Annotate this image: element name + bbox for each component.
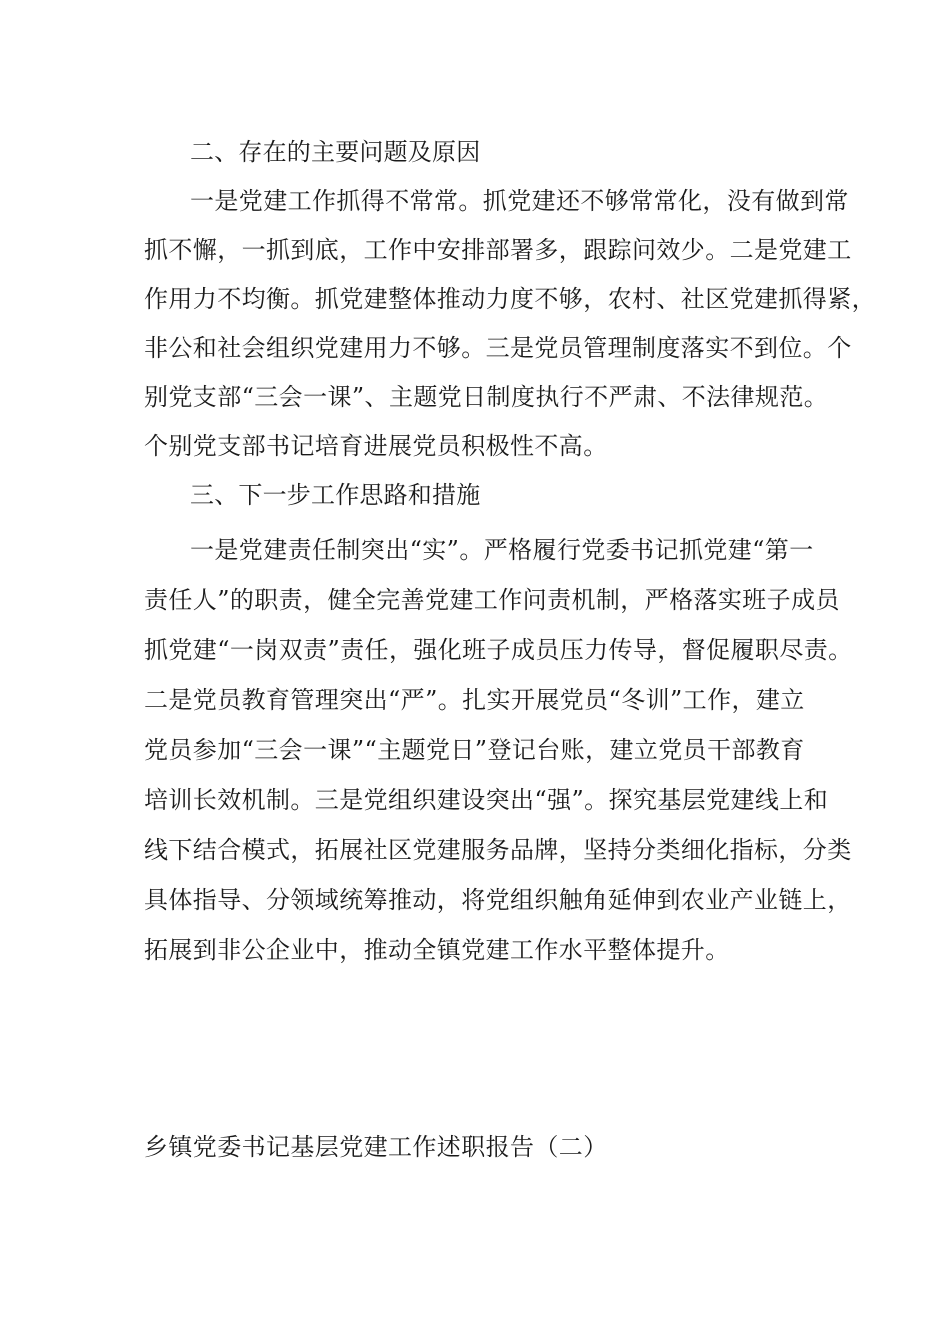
document-title-text: 乡镇党委书记基层党建工作述职报告（二） xyxy=(144,1133,608,1161)
paragraph-line xyxy=(144,682,950,718)
section-heading xyxy=(190,134,950,170)
paragraph-line xyxy=(144,330,950,366)
paragraph-line xyxy=(144,379,950,415)
paragraph-line-text: 拓展到非公企业中，推动全镇党建工作水平整体提升。 xyxy=(144,936,730,964)
paragraph-line-text: 非公和社会组织党建用力不够。三是党员管理制度落实不到位。个 xyxy=(144,334,852,362)
paragraph-line xyxy=(190,183,950,219)
paragraph-line-text: 线下结合模式，拓展社区党建服务品牌，坚持分类细化指标，分类 xyxy=(144,836,852,864)
paragraph-line-text: 一是党建工作抓得不常常。抓党建还不够常常化，没有做到常 xyxy=(190,187,849,215)
paragraph-line xyxy=(144,428,950,464)
paragraph-line xyxy=(144,782,950,818)
section-heading xyxy=(190,477,950,513)
paragraph-line-text: 一是党建责任制突出“实”。严格履行党委书记抓党建“第一 xyxy=(190,536,814,564)
paragraph-line xyxy=(144,932,950,968)
paragraph-line xyxy=(144,281,950,317)
paragraph-line xyxy=(144,632,950,668)
paragraph-line xyxy=(190,532,950,568)
paragraph-line-text: 党员参加“三会一课”“主题党日”登记台账，建立党员干部教育 xyxy=(144,736,805,764)
paragraph-line-text: 别党支部“三会一课”、主题党日制度执行不严肃、不法律规范。 xyxy=(144,383,829,411)
section-heading-text: 二、存在的主要问题及原因 xyxy=(190,138,481,166)
paragraph-line-text: 抓不懈，一抓到底，工作中安排部署多，跟踪问效少。二是党建工 xyxy=(144,236,852,264)
paragraph-line-text: 抓党建“一岗双责”责任，强化班子成员压力传导，督促履职尽责。 xyxy=(144,636,853,664)
paragraph-line xyxy=(144,882,950,918)
paragraph-line-text: 二是党员教育管理突出“严”。扎实开展党员“冬训”工作，建立 xyxy=(144,686,805,714)
paragraph-line-text: 个别党支部书记培育进展党员积极性不高。 xyxy=(144,432,608,460)
document-title xyxy=(144,1129,950,1165)
paragraph-line-text: 培训长效机制。三是党组织建设突出“强”。探究基层党建线上和 xyxy=(144,786,829,814)
paragraph-line xyxy=(144,832,950,868)
paragraph-line-text: 具体指导、分领域统筹推动，将党组织触角延伸到农业产业链上， xyxy=(144,886,852,914)
paragraph-line xyxy=(144,232,950,268)
paragraph-line xyxy=(144,582,950,618)
section-heading-text: 三、下一步工作思路和措施 xyxy=(190,481,481,509)
paragraph-line-text: 责任人”的职责，健全完善党建工作问责机制，严格落实班子成员 xyxy=(144,586,840,614)
paragraph-line xyxy=(144,732,950,768)
paragraph-line-text: 作用力不均衡。抓党建整体推动力度不够，农村、社区党建抓得紧， xyxy=(144,285,876,313)
